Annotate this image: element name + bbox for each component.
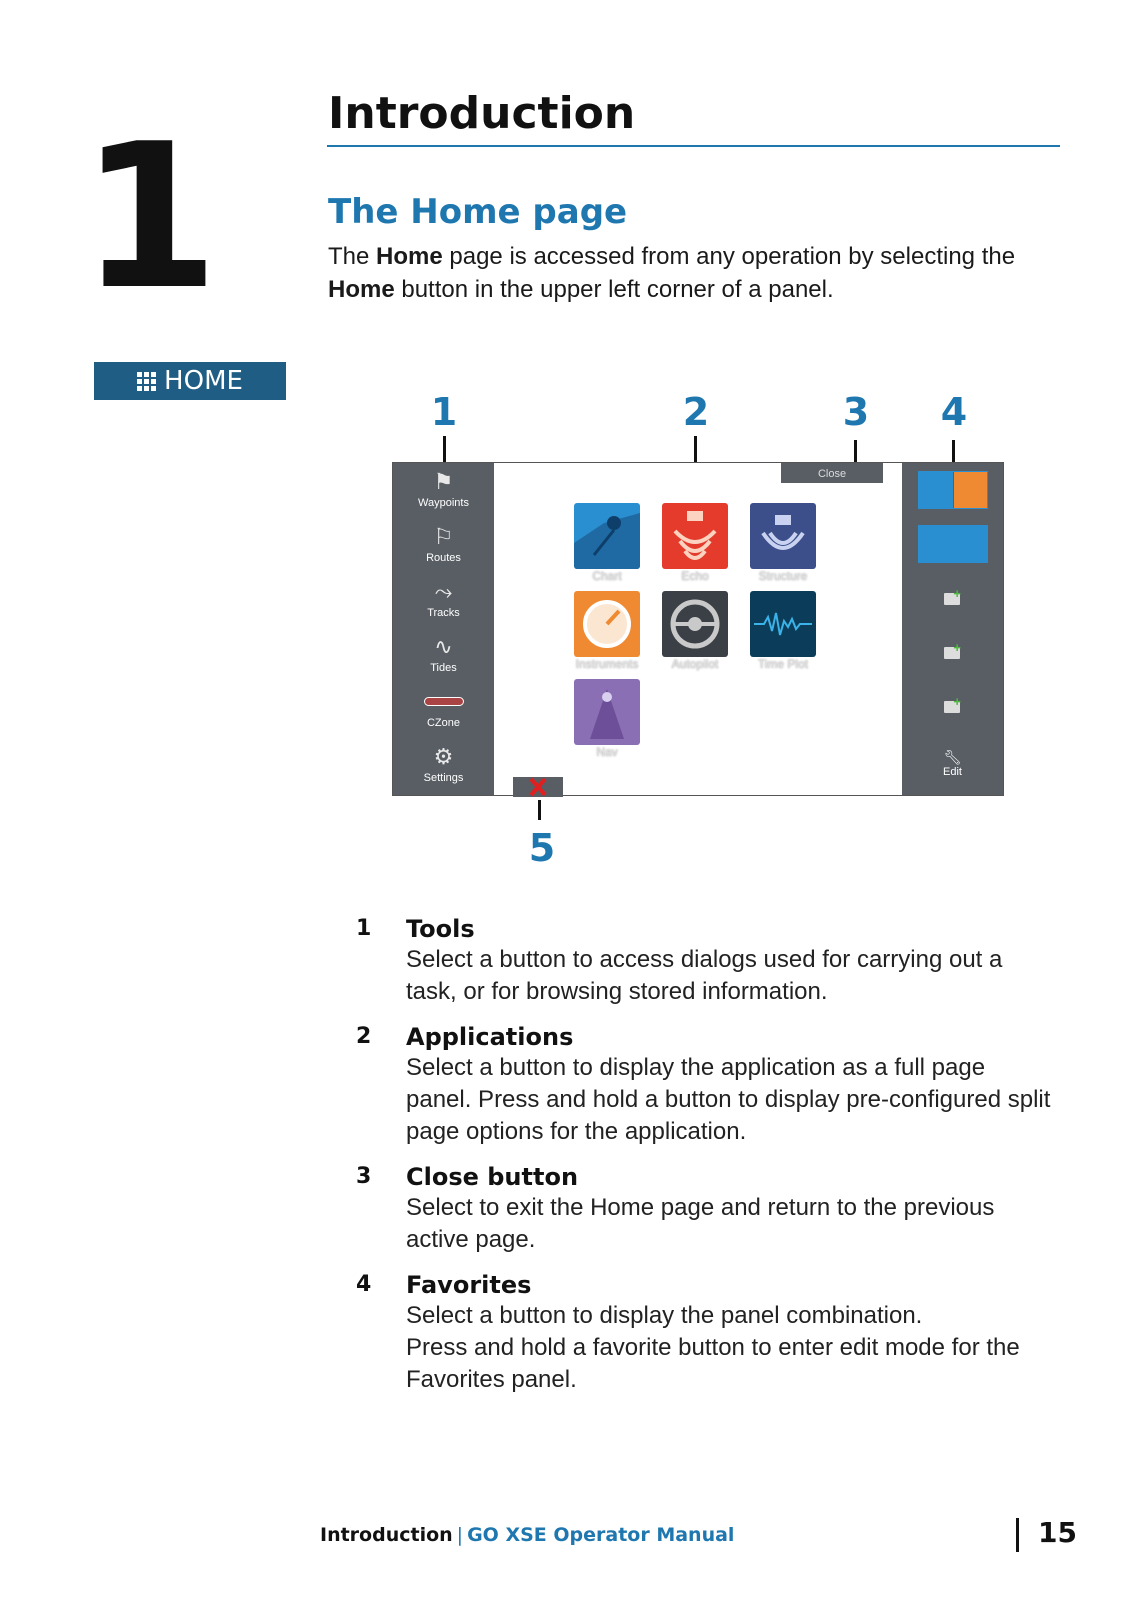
callout-number-4: 4 [940, 390, 968, 434]
tool-czone[interactable] [393, 689, 494, 729]
favorites-panel [902, 463, 1003, 795]
app-autopilot[interactable] [662, 591, 728, 657]
add-favorite-icon[interactable] [944, 701, 960, 713]
item-description: Select a button to display the application as a full page panel. Press and hold a button to display pre-configured split page options for the application. [406, 1054, 1051, 1145]
close-button[interactable]: Close [781, 463, 883, 483]
tool-label: Routes [426, 552, 461, 564]
tool-routes[interactable] [393, 524, 494, 564]
gauge-icon [574, 591, 640, 657]
edit-label: Edit [943, 766, 962, 778]
item-description: Select a button to access dialogs used for carrying out a task, or for browsing stored information. [406, 946, 1003, 1005]
chapter-number: 1 [80, 101, 214, 334]
app-label: Chart [592, 569, 622, 583]
item-number: 3 [356, 1164, 372, 1189]
wrench-icon: 🔧︎ [943, 749, 962, 765]
home-badge [94, 362, 286, 400]
callout-list [356, 914, 1056, 1410]
item-heading: Tools [406, 915, 475, 943]
app-structure[interactable] [750, 503, 816, 569]
app-echo[interactable] [662, 503, 728, 569]
chart-icon [574, 503, 640, 569]
item-description: Select to exit the Home page and return to the previous active page. [406, 1194, 995, 1253]
waveform-icon [750, 591, 816, 657]
chart-thumb [919, 472, 953, 509]
edit-button[interactable] [902, 749, 1003, 778]
route-icon: ⚐ [433, 524, 454, 549]
exit-button[interactable] [513, 777, 563, 797]
structure-icon [750, 503, 816, 569]
callout-number-3: 3 [842, 390, 870, 434]
list-item [356, 914, 1056, 1008]
tool-label: Tracks [427, 607, 460, 619]
gear-icon: ⚙ [433, 744, 454, 769]
page-footer [320, 1524, 734, 1546]
czone-icon [393, 689, 494, 715]
app-label: Autopilot [671, 657, 719, 671]
callout-number-2: 2 [682, 390, 710, 434]
intro-text: button in the upper left corner of a panel. [394, 276, 834, 303]
app-label: Time Plot [757, 657, 809, 671]
tool-tides[interactable] [393, 634, 494, 674]
callout-number-5: 5 [528, 826, 556, 870]
favorite-chart-instruments[interactable] [918, 471, 988, 509]
footer-section: Introduction [320, 1524, 453, 1546]
item-heading: Close button [406, 1163, 579, 1191]
home-badge-label: HOME [164, 366, 243, 396]
flag-icon: ⚑ [433, 469, 454, 494]
item-number: 4 [356, 1272, 372, 1297]
tool-label: Tides [430, 662, 457, 674]
item-number: 1 [356, 916, 372, 941]
page-title: Introduction [328, 88, 636, 139]
list-item [356, 1162, 1056, 1256]
app-label: Instruments [575, 657, 639, 671]
tool-label: CZone [426, 717, 461, 729]
tool-label: Waypoints [418, 497, 469, 509]
list-item [356, 1270, 1056, 1396]
footer-separator: | [456, 1524, 464, 1546]
grid-icon [137, 372, 156, 391]
item-number: 2 [356, 1024, 372, 1049]
intro-paragraph [328, 240, 1048, 306]
instruments-thumb [954, 472, 988, 509]
close-x-icon [513, 777, 563, 797]
item-description: Press and hold a favorite button to enter edit mode for the Favorites panel. [406, 1334, 1020, 1393]
callout-leader [538, 800, 541, 820]
intro-bold: Home [328, 276, 395, 303]
intro-text: The [328, 243, 377, 270]
app-label: Structure [758, 569, 808, 583]
title-divider [327, 145, 1060, 147]
echo-icon [662, 503, 728, 569]
app-nav[interactable] [574, 679, 640, 745]
callout-number-1: 1 [430, 390, 458, 434]
app-chart[interactable] [574, 503, 640, 569]
tools-panel [393, 463, 494, 795]
app-label: Echo [681, 569, 709, 583]
item-description: Select a button to display the panel combination. [406, 1302, 923, 1329]
footer-manual-title: GO XSE Operator Manual [467, 1524, 735, 1546]
item-heading: Applications [406, 1023, 574, 1051]
app-time-plot[interactable] [750, 591, 816, 657]
wave-icon: ∿ [434, 634, 453, 659]
tool-tracks[interactable] [393, 579, 494, 619]
page-number: 15 [1038, 1516, 1077, 1549]
intro-bold: Home [376, 243, 443, 270]
nav-icon [574, 679, 640, 745]
intro-text: page is accessed from any operation by selecting the [442, 243, 1016, 270]
page-number-divider [1016, 1518, 1019, 1552]
home-page-screenshot [392, 462, 1004, 796]
favorite-chart[interactable] [918, 525, 988, 563]
add-favorite-icon[interactable] [944, 593, 960, 605]
list-item [356, 1022, 1056, 1148]
app-instruments[interactable] [574, 591, 640, 657]
add-favorite-icon[interactable] [944, 647, 960, 659]
app-label: Nav [596, 745, 618, 759]
tool-label: Settings [423, 772, 464, 784]
item-heading: Favorites [406, 1271, 532, 1299]
section-title: The Home page [328, 192, 628, 232]
steering-wheel-icon [662, 591, 728, 657]
track-icon: ⤳ [434, 579, 453, 604]
tool-settings[interactable] [393, 744, 494, 784]
tool-waypoints[interactable] [393, 469, 494, 509]
